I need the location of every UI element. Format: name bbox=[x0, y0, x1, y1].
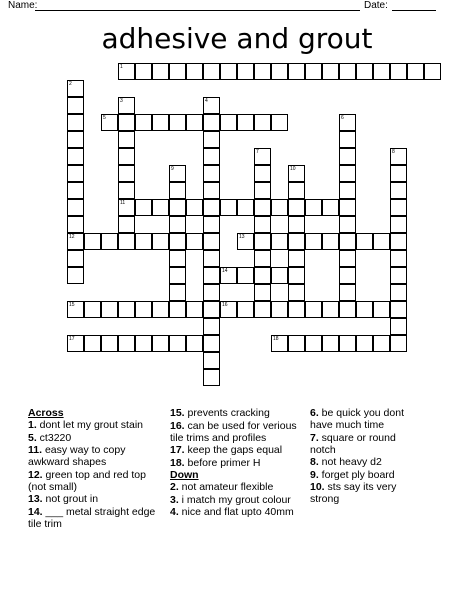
grid-cell[interactable] bbox=[288, 250, 305, 267]
grid-cell[interactable] bbox=[356, 335, 373, 352]
grid-cell[interactable] bbox=[118, 233, 135, 250]
grid-cell[interactable] bbox=[169, 199, 186, 216]
grid-cell[interactable] bbox=[118, 131, 135, 148]
clue-number-label: 5. bbox=[28, 431, 37, 444]
grid-cell[interactable] bbox=[339, 148, 356, 165]
grid-cell[interactable] bbox=[288, 301, 305, 318]
grid-cell[interactable] bbox=[169, 114, 186, 131]
grid-cell[interactable] bbox=[339, 301, 356, 318]
grid-cell[interactable] bbox=[254, 114, 271, 131]
grid-cell[interactable] bbox=[339, 199, 356, 216]
grid-cell[interactable] bbox=[169, 284, 186, 301]
clue-number-label: 2. bbox=[170, 481, 179, 493]
grid-cell[interactable] bbox=[169, 335, 186, 352]
clue-text: be quick you dont have much time bbox=[310, 407, 404, 431]
grid-cell[interactable] bbox=[135, 335, 152, 352]
grid-cell[interactable] bbox=[373, 335, 390, 352]
clue-number-label: 18. bbox=[170, 456, 185, 469]
grid-cell[interactable] bbox=[118, 97, 135, 114]
grid-cell[interactable] bbox=[237, 233, 254, 250]
grid-cell[interactable] bbox=[135, 199, 152, 216]
clue-text: keep the gaps equal bbox=[184, 444, 283, 456]
grid-cell[interactable] bbox=[390, 182, 407, 199]
clue-number-label: 9. bbox=[310, 468, 319, 481]
grid-cell[interactable] bbox=[390, 301, 407, 318]
clue-number: 10 bbox=[290, 166, 296, 172]
grid-cell[interactable] bbox=[288, 267, 305, 284]
clue-number: 17 bbox=[69, 336, 75, 342]
grid-cell[interactable] bbox=[67, 301, 84, 318]
grid-cell[interactable] bbox=[135, 114, 152, 131]
grid-cell[interactable] bbox=[118, 63, 135, 80]
grid-cell[interactable] bbox=[322, 301, 339, 318]
grid-cell[interactable] bbox=[169, 233, 186, 250]
grid-cell[interactable] bbox=[254, 182, 271, 199]
clue-number: 8 bbox=[392, 149, 395, 155]
grid-cell[interactable] bbox=[237, 267, 254, 284]
down-clue bbox=[170, 506, 304, 518]
clue-number: 2 bbox=[69, 81, 72, 87]
grid-cell[interactable] bbox=[203, 148, 220, 165]
grid-cell[interactable] bbox=[186, 233, 203, 250]
grid-cell[interactable] bbox=[220, 267, 237, 284]
grid-cell[interactable] bbox=[271, 233, 288, 250]
grid-cell[interactable] bbox=[254, 301, 271, 318]
grid-cell[interactable] bbox=[169, 216, 186, 233]
clue-text: ct3220 bbox=[36, 431, 72, 444]
grid-cell[interactable] bbox=[67, 165, 84, 182]
across-heading: Across bbox=[28, 407, 64, 419]
down-clue bbox=[310, 481, 422, 505]
clue-number-label: 7. bbox=[310, 431, 319, 444]
clue-number: 13 bbox=[239, 234, 245, 240]
grid-cell[interactable] bbox=[118, 114, 135, 131]
across-clue bbox=[28, 493, 162, 505]
grid-cell[interactable] bbox=[152, 63, 169, 80]
grid-cell[interactable] bbox=[118, 182, 135, 199]
grid-cell[interactable] bbox=[203, 131, 220, 148]
grid-cell[interactable] bbox=[390, 216, 407, 233]
grid-cell[interactable] bbox=[101, 335, 118, 352]
grid-cell[interactable] bbox=[271, 63, 288, 80]
clue-number: 14 bbox=[222, 268, 228, 274]
grid-cell[interactable] bbox=[203, 165, 220, 182]
grid-cell[interactable] bbox=[254, 284, 271, 301]
clue-number: 15 bbox=[69, 302, 75, 308]
grid-cell[interactable] bbox=[152, 199, 169, 216]
grid-cell[interactable] bbox=[220, 114, 237, 131]
grid-cell[interactable] bbox=[390, 318, 407, 335]
name-label: Name: bbox=[8, 0, 38, 11]
grid-cell[interactable] bbox=[356, 233, 373, 250]
grid-cell[interactable] bbox=[390, 233, 407, 250]
grid-cell[interactable] bbox=[203, 233, 220, 250]
grid-cell[interactable] bbox=[237, 301, 254, 318]
grid-cell[interactable] bbox=[67, 80, 84, 97]
grid-cell[interactable] bbox=[322, 63, 339, 80]
grid-cell[interactable] bbox=[271, 114, 288, 131]
grid-cell[interactable] bbox=[271, 301, 288, 318]
grid-cell[interactable] bbox=[339, 335, 356, 352]
grid-cell[interactable] bbox=[339, 267, 356, 284]
grid-cell[interactable] bbox=[288, 199, 305, 216]
grid-cell[interactable] bbox=[339, 284, 356, 301]
clues-column-1 bbox=[28, 407, 162, 530]
clue-number-label: 15. bbox=[170, 407, 185, 419]
grid-cell[interactable] bbox=[373, 63, 390, 80]
grid-cell[interactable] bbox=[203, 301, 220, 318]
grid-cell[interactable] bbox=[424, 63, 441, 80]
clue-number-label: 14. bbox=[28, 505, 43, 518]
clue-text: nice and flat upto 40mm bbox=[178, 506, 294, 518]
grid-cell[interactable] bbox=[118, 301, 135, 318]
date-label: Date: bbox=[364, 0, 388, 11]
down-clue bbox=[170, 494, 304, 506]
grid-cell[interactable] bbox=[135, 301, 152, 318]
grid-cell[interactable] bbox=[67, 131, 84, 148]
clue-text: green top and red top (not small) bbox=[28, 468, 146, 493]
grid-cell[interactable] bbox=[67, 216, 84, 233]
grid-cell[interactable] bbox=[67, 199, 84, 216]
grid-cell[interactable] bbox=[254, 267, 271, 284]
grid-cell[interactable] bbox=[67, 233, 84, 250]
grid-cell[interactable] bbox=[339, 216, 356, 233]
grid-cell[interactable] bbox=[203, 267, 220, 284]
grid-cell[interactable] bbox=[203, 335, 220, 352]
grid-cell[interactable] bbox=[271, 199, 288, 216]
clue-text: dont let my grout stain bbox=[36, 419, 143, 431]
grid-cell[interactable] bbox=[220, 63, 237, 80]
grid-cell[interactable] bbox=[322, 199, 339, 216]
grid-cell[interactable] bbox=[152, 233, 169, 250]
grid-cell[interactable] bbox=[305, 335, 322, 352]
grid-cell[interactable] bbox=[407, 63, 424, 80]
clue-text: ___ metal straight edge tile trim bbox=[28, 505, 156, 530]
grid-cell[interactable] bbox=[254, 250, 271, 267]
across-clue bbox=[28, 506, 162, 530]
grid-cell[interactable] bbox=[118, 148, 135, 165]
across-clue bbox=[28, 419, 162, 431]
clue-number: 5 bbox=[103, 115, 106, 121]
grid-cell[interactable] bbox=[67, 335, 84, 352]
grid-cell[interactable] bbox=[67, 267, 84, 284]
clue-number-label: 8. bbox=[310, 456, 319, 468]
grid-cell[interactable] bbox=[288, 216, 305, 233]
grid-cell[interactable] bbox=[67, 148, 84, 165]
grid-cell[interactable] bbox=[186, 301, 203, 318]
grid-cell[interactable] bbox=[390, 250, 407, 267]
grid-cell[interactable] bbox=[84, 301, 101, 318]
grid-cell[interactable] bbox=[101, 301, 118, 318]
grid-cell[interactable] bbox=[101, 233, 118, 250]
grid-cell[interactable] bbox=[288, 284, 305, 301]
grid-cell[interactable] bbox=[101, 114, 118, 131]
grid-cell[interactable] bbox=[84, 233, 101, 250]
grid-cell[interactable] bbox=[254, 216, 271, 233]
grid-cell[interactable] bbox=[203, 250, 220, 267]
grid-cell[interactable] bbox=[220, 199, 237, 216]
grid-cell[interactable] bbox=[135, 63, 152, 80]
grid-cell[interactable] bbox=[390, 165, 407, 182]
grid-cell[interactable] bbox=[288, 335, 305, 352]
clue-number-label: 12. bbox=[28, 468, 43, 481]
grid-cell[interactable] bbox=[169, 182, 186, 199]
clue-number: 16 bbox=[222, 302, 228, 308]
grid-cell[interactable] bbox=[152, 301, 169, 318]
grid-cell[interactable] bbox=[305, 199, 322, 216]
grid-cell[interactable] bbox=[169, 165, 186, 182]
grid-cell[interactable] bbox=[186, 199, 203, 216]
clue-number: 7 bbox=[256, 149, 259, 155]
grid-cell[interactable] bbox=[339, 63, 356, 80]
grid-cell[interactable] bbox=[254, 199, 271, 216]
grid-cell[interactable] bbox=[339, 131, 356, 148]
grid-cell[interactable] bbox=[169, 250, 186, 267]
clue-number-label: 10. bbox=[310, 481, 325, 493]
grid-cell[interactable] bbox=[67, 114, 84, 131]
clue-number: 3 bbox=[120, 98, 123, 104]
grid-cell[interactable] bbox=[186, 335, 203, 352]
grid-cell[interactable] bbox=[339, 182, 356, 199]
grid-cell[interactable] bbox=[118, 199, 135, 216]
clue-text: square or round notch bbox=[310, 431, 396, 456]
grid-cell[interactable] bbox=[390, 199, 407, 216]
clues-column-2 bbox=[170, 407, 304, 519]
clue-number-label: 17. bbox=[170, 444, 185, 456]
grid-cell[interactable] bbox=[203, 284, 220, 301]
grid-cell[interactable] bbox=[390, 335, 407, 352]
grid-cell[interactable] bbox=[288, 63, 305, 80]
clue-number-label: 16. bbox=[170, 419, 185, 432]
clue-number: 6 bbox=[341, 115, 344, 121]
clue-number: 18 bbox=[273, 336, 279, 342]
grid-cell[interactable] bbox=[254, 233, 271, 250]
grid-cell[interactable] bbox=[152, 335, 169, 352]
grid-cell[interactable] bbox=[152, 114, 169, 131]
puzzle-title: adhesive and grout bbox=[101, 22, 373, 55]
grid-cell[interactable] bbox=[339, 114, 356, 131]
grid-cell[interactable] bbox=[186, 114, 203, 131]
grid-cell[interactable] bbox=[271, 335, 288, 352]
grid-cell[interactable] bbox=[288, 233, 305, 250]
clue-number: 12 bbox=[69, 234, 75, 240]
grid-cell[interactable] bbox=[356, 63, 373, 80]
grid-cell[interactable] bbox=[390, 148, 407, 165]
grid-cell[interactable] bbox=[305, 233, 322, 250]
clue-number-label: 3. bbox=[170, 493, 179, 506]
grid-cell[interactable] bbox=[339, 165, 356, 182]
clue-text: before primer H bbox=[184, 456, 261, 469]
grid-cell[interactable] bbox=[203, 318, 220, 335]
clue-number-label: 11. bbox=[28, 444, 43, 456]
across-clue bbox=[170, 420, 304, 444]
across-clue bbox=[28, 432, 162, 444]
across-clue bbox=[170, 444, 304, 456]
grid-cell[interactable] bbox=[203, 63, 220, 80]
grid-cell[interactable] bbox=[288, 165, 305, 182]
grid-cell[interactable] bbox=[203, 352, 220, 369]
grid-cell[interactable] bbox=[305, 301, 322, 318]
grid-cell[interactable] bbox=[271, 267, 288, 284]
across-clue bbox=[28, 444, 162, 468]
clue-text: forget ply board bbox=[318, 468, 395, 481]
clue-text: not amateur flexible bbox=[178, 481, 274, 493]
grid-cell[interactable] bbox=[84, 335, 101, 352]
grid-cell[interactable] bbox=[254, 63, 271, 80]
grid-cell[interactable] bbox=[373, 301, 390, 318]
clue-text: can be used for verious tile trims and profiles bbox=[170, 419, 297, 444]
clue-text: prevents cracking bbox=[184, 407, 270, 419]
grid-cell[interactable] bbox=[203, 182, 220, 199]
clues-column-3 bbox=[310, 407, 422, 506]
grid-cell[interactable] bbox=[169, 301, 186, 318]
clue-text: not grout in bbox=[42, 493, 99, 505]
clue-number-label: 6. bbox=[310, 407, 319, 419]
grid-cell[interactable] bbox=[322, 335, 339, 352]
grid-cell[interactable] bbox=[186, 63, 203, 80]
down-clue bbox=[310, 456, 422, 468]
clue-number-label: 1. bbox=[28, 419, 37, 431]
grid-cell[interactable] bbox=[339, 233, 356, 250]
grid-cell[interactable] bbox=[339, 250, 356, 267]
clue-number: 11 bbox=[120, 200, 126, 206]
grid-cell[interactable] bbox=[118, 165, 135, 182]
grid-cell[interactable] bbox=[118, 335, 135, 352]
grid-cell[interactable] bbox=[169, 267, 186, 284]
grid-cell[interactable] bbox=[305, 63, 322, 80]
across-clue bbox=[28, 469, 162, 493]
grid-cell[interactable] bbox=[254, 165, 271, 182]
grid-cell[interactable] bbox=[390, 267, 407, 284]
grid-cell[interactable] bbox=[169, 63, 186, 80]
across-clue bbox=[170, 407, 304, 419]
grid-cell[interactable] bbox=[356, 301, 373, 318]
down-clue bbox=[310, 469, 422, 481]
clue-text: easy way to copy awkward shapes bbox=[28, 444, 126, 468]
down-heading: Down bbox=[170, 469, 199, 481]
clue-number: 1 bbox=[120, 64, 123, 70]
down-clue bbox=[310, 407, 422, 431]
clue-number-label: 4. bbox=[170, 506, 179, 518]
grid-cell[interactable] bbox=[203, 114, 220, 131]
grid-cell[interactable] bbox=[288, 182, 305, 199]
grid-cell[interactable] bbox=[254, 148, 271, 165]
grid-cell[interactable] bbox=[135, 233, 152, 250]
clue-text: not heavy d2 bbox=[318, 456, 382, 468]
clue-number: 4 bbox=[205, 98, 208, 104]
grid-cell[interactable] bbox=[390, 284, 407, 301]
grid-cell[interactable] bbox=[203, 97, 220, 114]
clue-number: 9 bbox=[171, 166, 174, 172]
across-clue bbox=[170, 457, 304, 469]
grid-cell[interactable] bbox=[373, 233, 390, 250]
grid-cell[interactable] bbox=[237, 63, 254, 80]
grid-cell[interactable] bbox=[203, 369, 220, 386]
clue-number-label: 13. bbox=[28, 493, 43, 505]
grid-cell[interactable] bbox=[220, 301, 237, 318]
grid-cell[interactable] bbox=[203, 216, 220, 233]
grid-cell[interactable] bbox=[390, 63, 407, 80]
grid-cell[interactable] bbox=[322, 233, 339, 250]
grid-cell[interactable] bbox=[118, 216, 135, 233]
clue-text: i match my grout colour bbox=[178, 493, 291, 506]
grid-cell[interactable] bbox=[237, 114, 254, 131]
clue-text: sts say its very strong bbox=[310, 481, 397, 505]
grid-cell[interactable] bbox=[67, 182, 84, 199]
grid-cell[interactable] bbox=[67, 97, 84, 114]
down-clue bbox=[170, 481, 304, 493]
down-clue bbox=[310, 432, 422, 456]
grid-cell[interactable] bbox=[67, 250, 84, 267]
grid-cell[interactable] bbox=[203, 199, 220, 216]
grid-cell[interactable] bbox=[237, 199, 254, 216]
